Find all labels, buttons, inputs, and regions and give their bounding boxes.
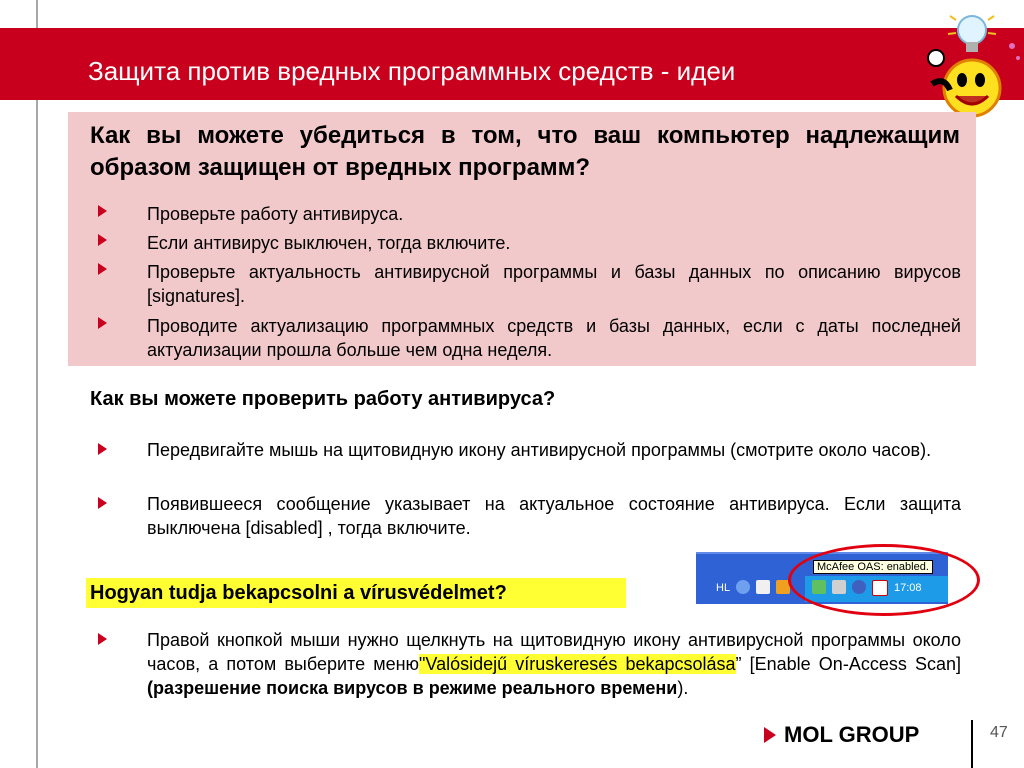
bullet-arrow-icon (98, 633, 107, 645)
logo-text: MOL GROUP (784, 722, 920, 747)
bullet-item: Передвигайте мышь на щитовидную икону антивирусной программы (смотрите около часов). (147, 440, 932, 460)
bullet-arrow-icon (98, 263, 107, 275)
taskbar-clock: 17:08 (894, 582, 922, 594)
left-border-line (36, 0, 38, 768)
bullet-text: Правой кнопкой мыши нужно щелкнуть на щитовидную икону антивирусной программы около часов, а потом выберите меню (147, 630, 961, 674)
slide-title: Защита против вредных программных средств - идеи (88, 56, 736, 86)
bullet-arrow-icon (98, 234, 107, 246)
bullet-item: Проверьте актуальность антивирусной программы и базы данных по описанию вирусов [signatures]. (147, 262, 961, 306)
bullet-arrow-icon (98, 205, 107, 217)
tray-expand-icon[interactable] (736, 580, 750, 594)
menu-name-highlight: "Valósidejű víruskeresés bekapcsolása (419, 654, 736, 674)
footer-divider (971, 720, 973, 768)
bullet-text: ” [Enable On-Access Scan] (735, 654, 961, 674)
bullet-item: Появившееся сообщение указывает на актуальное состояние антивируса. Если защита выключена [disabled] , тогда включите. (147, 494, 961, 538)
mcafee-tooltip: McAfee OAS: enabled. (813, 560, 933, 574)
question-protection: Как вы можете убедиться в том, что ваш компьютер надлежащим образом защищен от вредных программ? (90, 122, 960, 181)
red-highlight-ellipse (788, 544, 980, 616)
mol-group-logo (764, 722, 919, 748)
bullet-arrow-icon (98, 317, 107, 329)
bullet-item: Проверьте работу антивируса. (147, 204, 404, 224)
logo-arrow-icon (764, 727, 776, 743)
bullet-item: Если антивирус выключен, тогда включите. (147, 233, 511, 253)
taskbar-label: HL (716, 582, 731, 594)
lightbulb-smiley-icon (914, 6, 1024, 118)
bullet-text: ). (677, 678, 689, 698)
bullet-arrow-icon (98, 497, 107, 509)
page-number: 47 (990, 724, 1008, 741)
question-enable-antivirus: Hogyan tudja bekapcsolni a vírusvédelmet? (90, 582, 507, 604)
bullet-item-enable (147, 628, 961, 700)
tray-app-icon[interactable] (756, 580, 770, 594)
question-check-antivirus: Как вы можете проверить работу антивируса? (90, 388, 556, 410)
bullet-arrow-icon (98, 443, 107, 455)
bullet-bold-text: (разрешение поиска вирусов в режиме реального времени (147, 678, 678, 698)
bullet-item: Проводите актуализацию программных средств и базы данных, если с даты последней актуализации прошла больше чем одна неделя. (147, 316, 961, 360)
